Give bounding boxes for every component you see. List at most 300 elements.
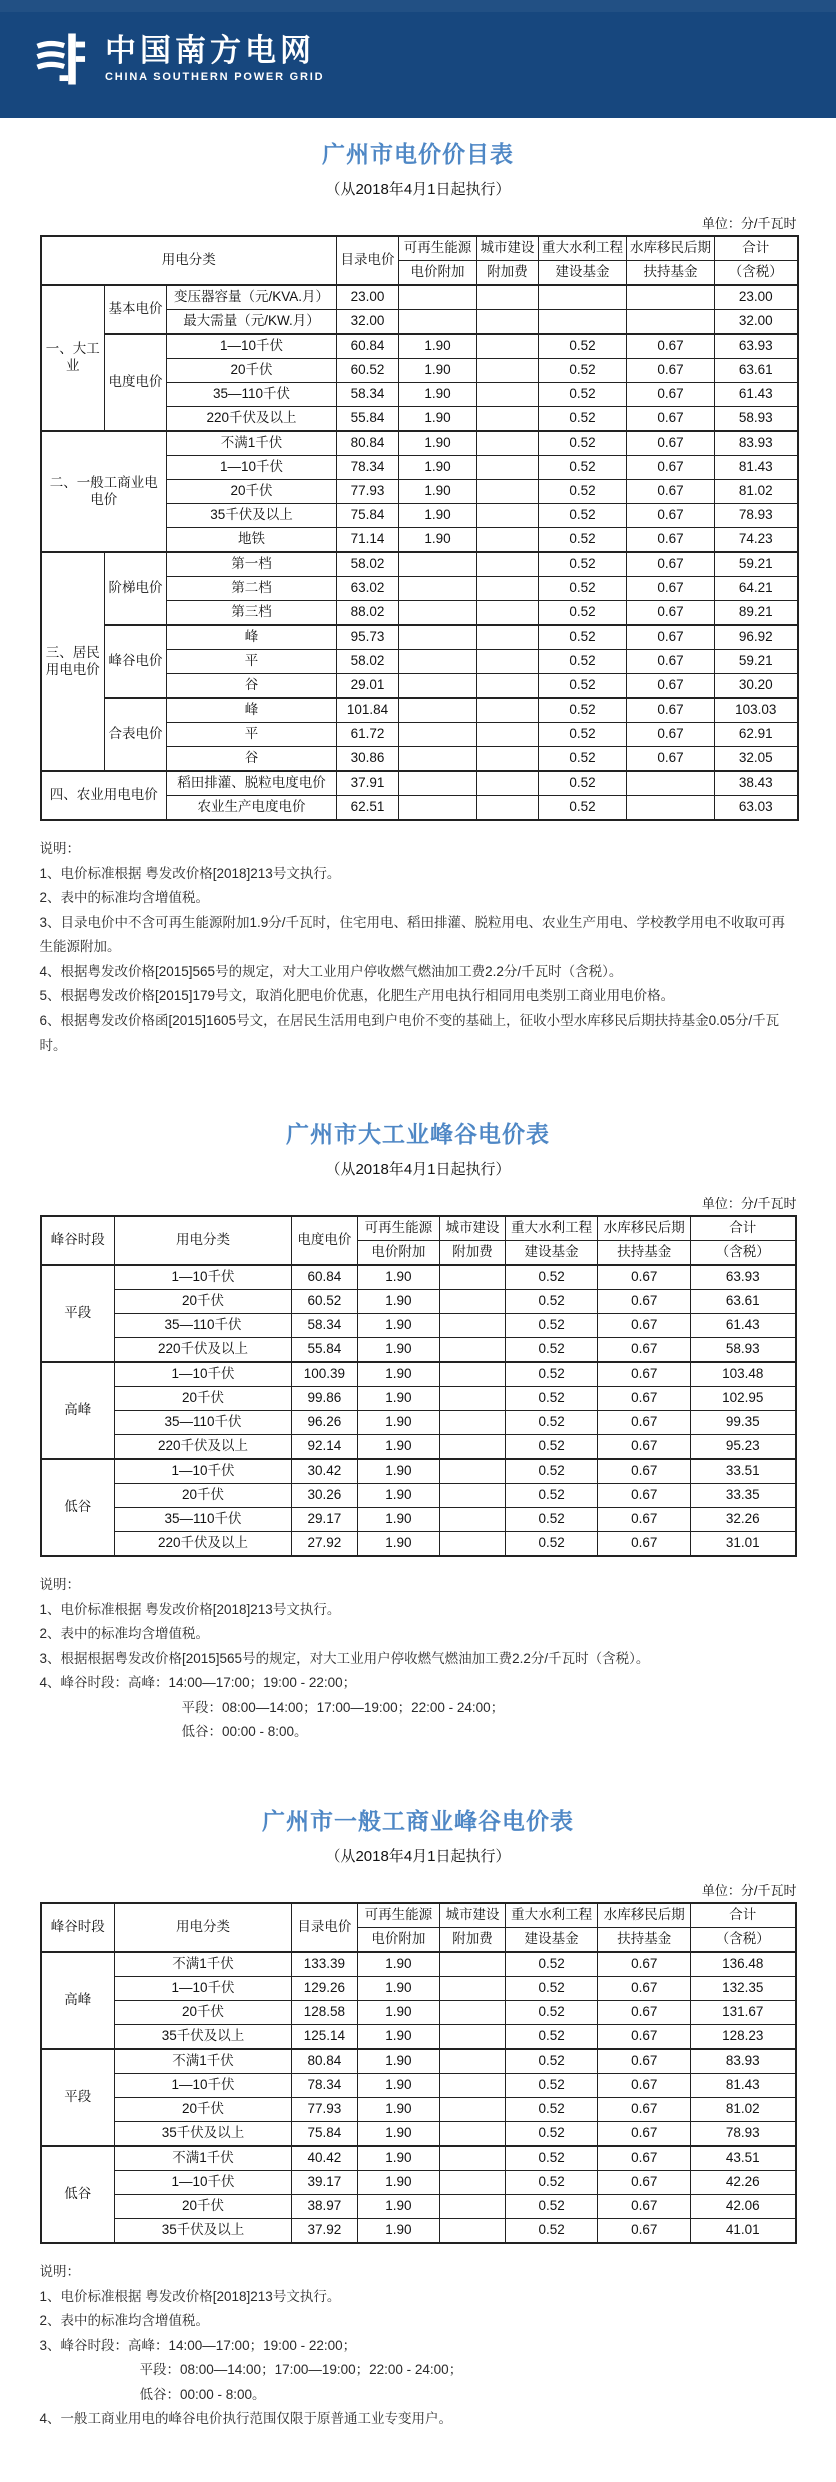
cell xyxy=(440,2049,506,2074)
cell xyxy=(477,674,539,699)
cell: 38.43 xyxy=(715,771,798,796)
cell: 0.52 xyxy=(539,771,627,796)
cell: 58.34 xyxy=(337,383,399,407)
cell: 63.03 xyxy=(715,796,798,821)
cell: 1.90 xyxy=(357,2146,439,2171)
cell: 1.90 xyxy=(357,2171,439,2195)
cell: 0.52 xyxy=(505,1484,598,1508)
cell: 220千伏及以上 xyxy=(167,407,337,432)
cell: 0.52 xyxy=(539,504,627,528)
cell: 80.84 xyxy=(291,2049,357,2074)
header-cell: 扶持基金 xyxy=(598,1241,691,1266)
header-cell: 建设基金 xyxy=(539,261,627,286)
bottom-spacer xyxy=(40,2432,797,2482)
cell xyxy=(539,310,627,335)
cell xyxy=(477,359,539,383)
cell: 0.67 xyxy=(627,650,715,674)
cell: 0.52 xyxy=(505,1977,598,2001)
cell: 谷 xyxy=(167,747,337,772)
note-line: 说明： xyxy=(39,841,80,856)
cell xyxy=(440,2098,506,2122)
header-cell: 水库移民后期 xyxy=(627,236,715,261)
cell: 0.52 xyxy=(505,1435,598,1460)
cell: 0.52 xyxy=(539,456,627,480)
cell: 75.84 xyxy=(291,2122,357,2147)
cell: 128.23 xyxy=(691,2025,796,2050)
cell: 0.52 xyxy=(539,528,627,553)
cell: 0.52 xyxy=(505,2219,598,2244)
header-cell: 附加费 xyxy=(477,261,539,286)
note-line: 低谷：00:00 - 8:00。 xyxy=(139,2386,266,2402)
cell: 59.21 xyxy=(715,650,798,674)
cell: 99.86 xyxy=(291,1387,357,1411)
cell: 100.39 xyxy=(291,1362,357,1387)
cell xyxy=(440,1459,506,1484)
note-line: 说明： xyxy=(39,1577,80,1593)
cell: 78.34 xyxy=(337,456,399,480)
cell xyxy=(477,723,539,747)
cell xyxy=(477,334,539,359)
note-line: 3、峰谷时段：高峰：14:00—17:00；19:00 - 22:00； xyxy=(39,2337,357,2353)
cell: 0.52 xyxy=(505,1952,598,1977)
cell xyxy=(627,796,715,821)
cell: 基本电价 xyxy=(105,285,167,334)
cell: 220千伏及以上 xyxy=(115,1338,292,1363)
cell: 0.52 xyxy=(539,431,627,456)
cell: 20千伏 xyxy=(115,2098,292,2122)
cell: 0.52 xyxy=(505,2146,598,2171)
cell: 0.67 xyxy=(627,747,715,772)
cell: 1.90 xyxy=(357,2195,439,2219)
cell: 83.93 xyxy=(691,2049,796,2074)
cell xyxy=(399,723,477,747)
cell: 42.06 xyxy=(691,2195,796,2219)
cell: 35—110千伏 xyxy=(167,383,337,407)
cell: 129.26 xyxy=(291,1977,357,2001)
note-line: 1、电价标准根据 粤发改价格[2018]213号文执行。 xyxy=(39,865,341,881)
note-line: 平段：08:00—14:00；17:00—19:00；22:00 - 24:00； xyxy=(181,1699,505,1715)
cell: 1.90 xyxy=(357,1435,439,1460)
cell: 0.52 xyxy=(505,1290,598,1314)
header-cell: 建设基金 xyxy=(505,1241,598,1266)
header-cell: （含税） xyxy=(715,261,798,286)
cell: 38.97 xyxy=(291,2195,357,2219)
cell: 41.01 xyxy=(691,2219,796,2244)
cell: 二、一般工商业电电价 xyxy=(41,431,167,552)
cell xyxy=(399,747,477,772)
header-cell: 目录电价 xyxy=(291,1903,357,1952)
cell: 低谷 xyxy=(41,2146,115,2243)
cell xyxy=(440,2219,506,2244)
header-cell: 用电分类 xyxy=(41,236,337,285)
cell xyxy=(399,625,477,650)
cell: 58.02 xyxy=(337,650,399,674)
cell: 43.51 xyxy=(691,2146,796,2171)
cell: 0.52 xyxy=(505,1459,598,1484)
cell: 0.67 xyxy=(598,2049,691,2074)
cell: 谷 xyxy=(167,674,337,699)
cell: 29.17 xyxy=(291,1508,357,1532)
cell: 1.90 xyxy=(399,359,477,383)
note-line: 4、一般工商业用电的峰谷电价执行范围仅限于原普通工业专变用户。 xyxy=(39,2411,453,2427)
cell: 1.90 xyxy=(357,1484,439,1508)
cell: 0.52 xyxy=(539,650,627,674)
cell: 0.67 xyxy=(598,2098,691,2122)
cell: 39.17 xyxy=(291,2171,357,2195)
cell xyxy=(440,1362,506,1387)
cell: 0.67 xyxy=(598,2025,691,2050)
cell: 0.67 xyxy=(598,1290,691,1314)
cell: 地铁 xyxy=(167,528,337,553)
cell xyxy=(440,1411,506,1435)
section-subtitle: （从2018年4月1日起执行） xyxy=(325,1848,511,1865)
cell: 132.35 xyxy=(691,1977,796,2001)
cell: 31.01 xyxy=(691,1532,796,1557)
note-line: 2、表中的标准均含增值税。 xyxy=(39,2313,210,2329)
cell: 1.90 xyxy=(357,2025,439,2050)
cell: 0.67 xyxy=(627,552,715,577)
cell: 0.52 xyxy=(539,359,627,383)
cell: 0.67 xyxy=(598,1977,691,2001)
cell: 102.95 xyxy=(691,1387,796,1411)
brand-text xyxy=(105,32,325,84)
unit-label: 单位：分/千瓦时 xyxy=(701,216,797,231)
top-banner xyxy=(0,0,836,118)
cell: 第一档 xyxy=(167,552,337,577)
header-cell: 用电分类 xyxy=(115,1903,292,1952)
cell: 1.90 xyxy=(399,334,477,359)
header-cell: 合计 xyxy=(691,1903,796,1928)
cell xyxy=(440,2171,506,2195)
cell: 0.52 xyxy=(539,577,627,601)
cell xyxy=(440,2074,506,2098)
cell: 1—10千伏 xyxy=(115,2171,292,2195)
cell xyxy=(440,1387,506,1411)
cell: 55.84 xyxy=(291,1338,357,1363)
cell: 阶梯电价 xyxy=(105,552,167,625)
cell: 0.52 xyxy=(505,1362,598,1387)
cell xyxy=(477,528,539,553)
cell: 第三档 xyxy=(167,601,337,626)
cell xyxy=(440,1484,506,1508)
cell: 23.00 xyxy=(337,285,399,310)
cell: 0.67 xyxy=(598,2001,691,2025)
cell: 78.93 xyxy=(691,2122,796,2147)
cell: 不满1千伏 xyxy=(115,2049,292,2074)
cell: 0.67 xyxy=(598,2146,691,2171)
cell: 81.43 xyxy=(715,456,798,480)
cell: 58.93 xyxy=(715,407,798,432)
cell: 平段 xyxy=(41,1265,115,1362)
cell: 0.67 xyxy=(598,1508,691,1532)
cell: 35—110千伏 xyxy=(115,1411,292,1435)
cell: 1—10千伏 xyxy=(115,2074,292,2098)
cell: 0.52 xyxy=(505,2098,598,2122)
cell: 89.21 xyxy=(715,601,798,626)
cell: 0.67 xyxy=(627,383,715,407)
cell xyxy=(440,1265,506,1290)
cell: 35千伏及以上 xyxy=(115,2219,292,2244)
cell: 0.52 xyxy=(505,1532,598,1557)
cell xyxy=(440,1338,506,1363)
cell: 0.52 xyxy=(505,2049,598,2074)
cell: 0.52 xyxy=(505,1411,598,1435)
cell xyxy=(440,1508,506,1532)
cell: 1—10千伏 xyxy=(115,1459,292,1484)
cell: 0.52 xyxy=(505,2195,598,2219)
cell: 60.52 xyxy=(337,359,399,383)
cell: 0.67 xyxy=(627,698,715,723)
cell: 不满1千伏 xyxy=(167,431,337,456)
cell: 0.52 xyxy=(539,383,627,407)
cell: 35—110千伏 xyxy=(115,1314,292,1338)
cell: 20千伏 xyxy=(167,359,337,383)
note-line: 说明： xyxy=(39,2264,80,2279)
cell xyxy=(399,310,477,335)
cell: 0.52 xyxy=(539,723,627,747)
cell: 35千伏及以上 xyxy=(115,2122,292,2147)
cell: 96.26 xyxy=(291,1411,357,1435)
cell xyxy=(477,698,539,723)
cell xyxy=(440,1290,506,1314)
cell: 81.02 xyxy=(715,480,798,504)
cell: 高峰 xyxy=(41,1952,115,2049)
cell: 0.52 xyxy=(539,552,627,577)
cell: 0.67 xyxy=(627,334,715,359)
note-line: 1、电价标准根据 粤发改价格[2018]213号文执行。 xyxy=(39,1601,341,1617)
cell: 96.92 xyxy=(715,625,798,650)
cell: 1.90 xyxy=(357,2001,439,2025)
brand-name-en: CHINA SOUTHERN POWER GRID xyxy=(105,71,325,84)
cell: 0.67 xyxy=(598,1387,691,1411)
section-title: 广州市大工业峰谷电价表 xyxy=(286,1121,550,1148)
cell: 0.67 xyxy=(627,407,715,432)
cell xyxy=(477,504,539,528)
cell: 0.52 xyxy=(539,796,627,821)
cell: 平 xyxy=(167,650,337,674)
cell: 27.92 xyxy=(291,1532,357,1557)
cell: 1.90 xyxy=(357,1532,439,1557)
cell xyxy=(399,601,477,626)
cell: 35—110千伏 xyxy=(115,1508,292,1532)
cell xyxy=(440,1435,506,1460)
cell xyxy=(399,285,477,310)
cell: 0.52 xyxy=(505,1387,598,1411)
cell: 101.84 xyxy=(337,698,399,723)
cell: 63.61 xyxy=(691,1290,796,1314)
cell xyxy=(440,2146,506,2171)
cell: 0.67 xyxy=(598,2074,691,2098)
cell: 78.34 xyxy=(291,2074,357,2098)
cell: 133.39 xyxy=(291,1952,357,1977)
cell: 0.67 xyxy=(598,1411,691,1435)
header-cell: 重大水利工程 xyxy=(539,236,627,261)
cell: 0.67 xyxy=(598,2219,691,2244)
cell: 35千伏及以上 xyxy=(167,504,337,528)
cell: 1.90 xyxy=(357,1314,439,1338)
section-price-list xyxy=(40,136,797,1058)
cell: 40.42 xyxy=(291,2146,357,2171)
cell: 0.52 xyxy=(539,334,627,359)
cell xyxy=(539,285,627,310)
cell: 20千伏 xyxy=(115,1290,292,1314)
cell: 0.52 xyxy=(505,2074,598,2098)
header-cell: 扶持基金 xyxy=(627,261,715,286)
note-line: 3、根据根据粤发改价格[2015]565号的规定，对大工业用户停收燃气燃油加工费2.2分/千瓦时（含税）。 xyxy=(39,1650,650,1666)
cell: 1.90 xyxy=(357,1508,439,1532)
cell: 最大需量（元/KW.月） xyxy=(167,310,337,335)
cell: 60.52 xyxy=(291,1290,357,1314)
cell: 1.90 xyxy=(357,2219,439,2244)
cell xyxy=(477,650,539,674)
cell xyxy=(399,552,477,577)
cell: 62.51 xyxy=(337,796,399,821)
section-industry-peak-valley xyxy=(40,1116,797,1745)
cell: 0.67 xyxy=(627,528,715,553)
cell: 32.26 xyxy=(691,1508,796,1532)
cell xyxy=(440,1977,506,2001)
cell: 0.52 xyxy=(505,2122,598,2147)
banner-top-strip xyxy=(0,0,836,12)
header-cell: 峰谷时段 xyxy=(41,1216,115,1265)
cell: 220千伏及以上 xyxy=(115,1532,292,1557)
cell xyxy=(399,674,477,699)
cell: 71.14 xyxy=(337,528,399,553)
cell xyxy=(477,310,539,335)
cell: 1.90 xyxy=(399,431,477,456)
cell: 33.51 xyxy=(691,1459,796,1484)
cell: 220千伏及以上 xyxy=(115,1435,292,1460)
header-cell: 水库移民后期 xyxy=(598,1216,691,1241)
cell: 不满1千伏 xyxy=(115,1952,292,1977)
cell: 1.90 xyxy=(357,2098,439,2122)
cell xyxy=(477,625,539,650)
cell: 1.90 xyxy=(357,1411,439,1435)
cell: 1.90 xyxy=(399,407,477,432)
cell xyxy=(477,456,539,480)
cell: 1.90 xyxy=(357,2049,439,2074)
cell: 0.67 xyxy=(627,577,715,601)
cell xyxy=(399,796,477,821)
cell: 29.01 xyxy=(337,674,399,699)
cell: 四、农业用电电价 xyxy=(41,771,167,820)
cell: 0.52 xyxy=(505,1314,598,1338)
header-cell: 水库移民后期 xyxy=(598,1903,691,1928)
cell: 128.58 xyxy=(291,2001,357,2025)
cell: 1.90 xyxy=(357,1459,439,1484)
header-cell: 峰谷时段 xyxy=(41,1903,115,1952)
cell: 0.52 xyxy=(505,2001,598,2025)
cell: 58.02 xyxy=(337,552,399,577)
cell: 35千伏及以上 xyxy=(115,2025,292,2050)
cell: 0.52 xyxy=(539,407,627,432)
cell: 0.67 xyxy=(627,480,715,504)
section-commercial-peak-valley xyxy=(40,1803,797,2432)
cell: 0.67 xyxy=(598,1532,691,1557)
cell: 103.48 xyxy=(691,1362,796,1387)
cell: 1.90 xyxy=(399,456,477,480)
cell: 1—10千伏 xyxy=(115,1362,292,1387)
cell: 0.67 xyxy=(598,1484,691,1508)
note-line: 低谷：00:00 - 8:00。 xyxy=(181,1724,308,1740)
note-line: 4、根据粤发改价格[2015]565号的规定，对大工业用户停收燃气燃油加工费2.2分/千瓦时（含税）。 xyxy=(39,963,623,979)
cell: 1.90 xyxy=(357,1952,439,1977)
cell: 32.05 xyxy=(715,747,798,772)
notes-list xyxy=(40,2260,797,2432)
cell: 1—10千伏 xyxy=(167,334,337,359)
cell: 80.84 xyxy=(337,431,399,456)
cell xyxy=(440,2195,506,2219)
header-cell: 目录电价 xyxy=(337,236,399,285)
cell: 30.26 xyxy=(291,1484,357,1508)
header-cell: 建设基金 xyxy=(505,1928,598,1953)
cell: 0.52 xyxy=(505,2025,598,2050)
cell: 0.67 xyxy=(598,1459,691,1484)
cell: 1.90 xyxy=(399,528,477,553)
header-cell: 用电分类 xyxy=(115,1216,292,1265)
cell: 77.93 xyxy=(291,2098,357,2122)
cell: 0.67 xyxy=(598,2122,691,2147)
cell xyxy=(477,407,539,432)
note-line: 1、电价标准根据 粤发改价格[2018]213号文执行。 xyxy=(39,2288,341,2304)
section-title: 广州市电价价目表 xyxy=(322,141,514,167)
cell: 95.23 xyxy=(691,1435,796,1460)
cell: 77.93 xyxy=(337,480,399,504)
cell: 0.67 xyxy=(598,1435,691,1460)
header-cell: 可再生能源 xyxy=(399,236,477,261)
cell: 平 xyxy=(167,723,337,747)
cell: 59.21 xyxy=(715,552,798,577)
cell: 0.52 xyxy=(539,480,627,504)
csg-logo-icon xyxy=(34,29,92,89)
cell: 20千伏 xyxy=(115,1484,292,1508)
header-cell: （含税） xyxy=(691,1928,796,1953)
cell: 三、居民用电电价 xyxy=(41,552,105,771)
cell: 农业生产电度电价 xyxy=(167,796,337,821)
price-table-industry-peak-valley xyxy=(40,1215,797,1557)
cell xyxy=(399,650,477,674)
cell: 63.02 xyxy=(337,577,399,601)
cell: 1—10千伏 xyxy=(115,1265,292,1290)
cell xyxy=(477,431,539,456)
cell: 0.67 xyxy=(598,1338,691,1363)
cell: 1.90 xyxy=(357,1362,439,1387)
header-cell: 城市建设 xyxy=(440,1216,506,1241)
cell: 64.21 xyxy=(715,577,798,601)
cell xyxy=(627,771,715,796)
cell: 峰 xyxy=(167,625,337,650)
note-line: 5、根据粤发改价格[2015]179号文，取消化肥电价优惠，化肥生产用电执行相同用电类别工商业用电价格。 xyxy=(39,988,675,1004)
cell xyxy=(399,698,477,723)
header-cell: 电度电价 xyxy=(291,1216,357,1265)
notes-list xyxy=(40,1573,797,1745)
header-cell: 电价附加 xyxy=(357,1928,439,1953)
cell: 1—10千伏 xyxy=(167,456,337,480)
note-line: 2、表中的标准均含增值税。 xyxy=(39,1626,210,1642)
cell xyxy=(477,796,539,821)
note-line: 6、根据粤发改价格函[2015]1605号文，在居民生活用电到户电价不变的基础上，征收小型水库移民后期扶持基金0.05分/千瓦时。 xyxy=(39,1012,780,1053)
header-cell: 附加费 xyxy=(440,1241,506,1266)
cell xyxy=(440,1314,506,1338)
note-line: 平段：08:00—14:00；17:00—19:00；22:00 - 24:00； xyxy=(139,2362,463,2378)
brand-block xyxy=(34,29,324,89)
cell: 1—10千伏 xyxy=(115,1977,292,2001)
cell xyxy=(627,310,715,335)
brand-name-cn: 中国南方电网 xyxy=(105,32,315,68)
cell: 0.67 xyxy=(627,625,715,650)
header-cell: 电价附加 xyxy=(399,261,477,286)
cell xyxy=(440,2025,506,2050)
